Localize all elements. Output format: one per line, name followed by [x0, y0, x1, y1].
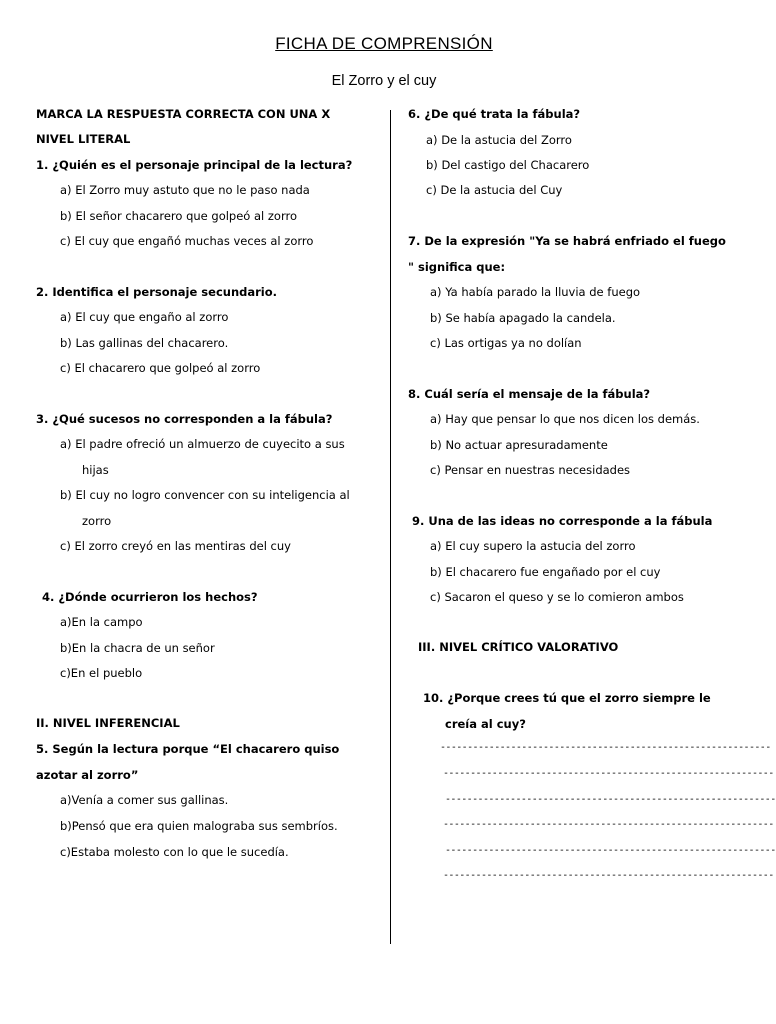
question-4: 4. ¿Dónde ocurrieron los hechos? — [42, 590, 258, 604]
worksheet-title: FICHA DE COMPRENSIÓN — [275, 34, 493, 53]
option-5c[interactable]: c)Estaba molesto con lo que le sucedía. — [60, 845, 289, 859]
question-8: 8. Cuál sería el mensaje de la fábula? — [408, 387, 651, 401]
option-3a[interactable]: a) El padre ofreció un almuerzo de cuyecito a sus — [60, 437, 345, 451]
answer-line[interactable]: ------------------------------------------------------------- — [445, 845, 776, 856]
option-6c[interactable]: c) De la astucia del Cuy — [426, 183, 563, 197]
option-7c[interactable]: c) Las ortigas ya no dolían — [430, 336, 582, 350]
question-2: 2. Identifica el personaje secundario. — [36, 285, 278, 299]
answer-line[interactable]: ------------------------------------------------------------- — [445, 794, 776, 805]
option-8b[interactable]: b) No actuar apresuradamente — [430, 438, 608, 452]
question-5: 5. Según la lectura porque “El chacarero quiso — [36, 742, 340, 756]
option-9a[interactable]: a) El cuy supero la astucia del zorro — [430, 539, 636, 553]
option-5b[interactable]: b)Pensó que era quien malograba sus sembríos. — [60, 819, 338, 833]
option-3c[interactable]: c) El zorro creyó en las mentiras del cuy — [60, 539, 291, 553]
option-3b-continued: zorro — [82, 514, 112, 528]
answer-line[interactable]: ------------------------------------------------------------- — [443, 768, 774, 779]
option-2b[interactable]: b) Las gallinas del chacarero. — [60, 336, 229, 350]
section-heading-critical: III. NIVEL CRÍTICO VALORATIVO — [418, 640, 619, 654]
question-9: 9. Una de las ideas no corresponde a la fábula — [412, 514, 713, 528]
option-6a[interactable]: a) De la astucia del Zorro — [426, 133, 572, 147]
question-10-continued: creía al cuy? — [445, 717, 526, 731]
instructions: MARCA LA RESPUESTA CORRECTA CON UNA X — [36, 107, 331, 121]
option-7a[interactable]: a) Ya había parado la lluvia de fuego — [430, 285, 641, 299]
option-7b[interactable]: b) Se había apagado la candela. — [430, 311, 616, 325]
option-1b[interactable]: b) El señor chacarero que golpeó al zorro — [60, 209, 298, 223]
option-4a[interactable]: a)En la campo — [60, 615, 143, 629]
option-4b[interactable]: b)En la chacra de un señor — [60, 641, 215, 655]
option-3a-continued: hijas — [82, 463, 109, 477]
option-9b[interactable]: b) El chacarero fue engañado por el cuy — [430, 565, 661, 579]
option-9c[interactable]: c) Sacaron el queso y se lo comieron ambos — [430, 590, 684, 604]
option-4c[interactable]: c)En el pueblo — [60, 666, 143, 680]
option-2a[interactable]: a) El cuy que engaño al zorro — [60, 310, 229, 324]
section-heading-literal: NIVEL LITERAL — [36, 132, 131, 146]
question-3: 3. ¿Qué sucesos no corresponden a la fábula? — [36, 412, 333, 426]
option-5a[interactable]: a)Venía a comer sus gallinas. — [60, 793, 229, 807]
option-8c[interactable]: c) Pensar en nuestras necesidades — [430, 463, 631, 477]
option-6b[interactable]: b) Del castigo del Chacarero — [426, 158, 590, 172]
answer-line[interactable]: ------------------------------------------------------------- — [440, 742, 771, 753]
option-8a[interactable]: a) Hay que pensar lo que nos dicen los demás. — [430, 412, 700, 426]
column-divider — [390, 110, 391, 944]
question-5-continued: azotar al zorro” — [36, 768, 139, 782]
option-3b[interactable]: b) El cuy no logro convencer con su inteligencia al — [60, 488, 350, 502]
option-1c[interactable]: c) El cuy que engañó muchas veces al zorro — [60, 234, 314, 248]
question-10: 10. ¿Porque crees tú que el zorro siempre le — [423, 691, 711, 705]
option-1a[interactable]: a) El Zorro muy astuto que no le paso nada — [60, 183, 310, 197]
story-title: El Zorro y el cuy — [331, 73, 437, 89]
question-6: 6. ¿De qué trata la fábula? — [408, 107, 581, 121]
option-2c[interactable]: c) El chacarero que golpeó al zorro — [60, 361, 261, 375]
section-heading-inferential: II. NIVEL INFERENCIAL — [36, 716, 180, 730]
question-1: 1. ¿Quién es el personaje principal de la lectura? — [36, 158, 353, 172]
answer-line[interactable]: ------------------------------------------------------------- — [443, 819, 774, 830]
answer-line[interactable]: ------------------------------------------------------------- — [443, 870, 774, 881]
question-7-continued: " significa que: — [408, 260, 506, 274]
question-7: 7. De la expresión "Ya se habrá enfriado el fuego — [408, 234, 726, 248]
